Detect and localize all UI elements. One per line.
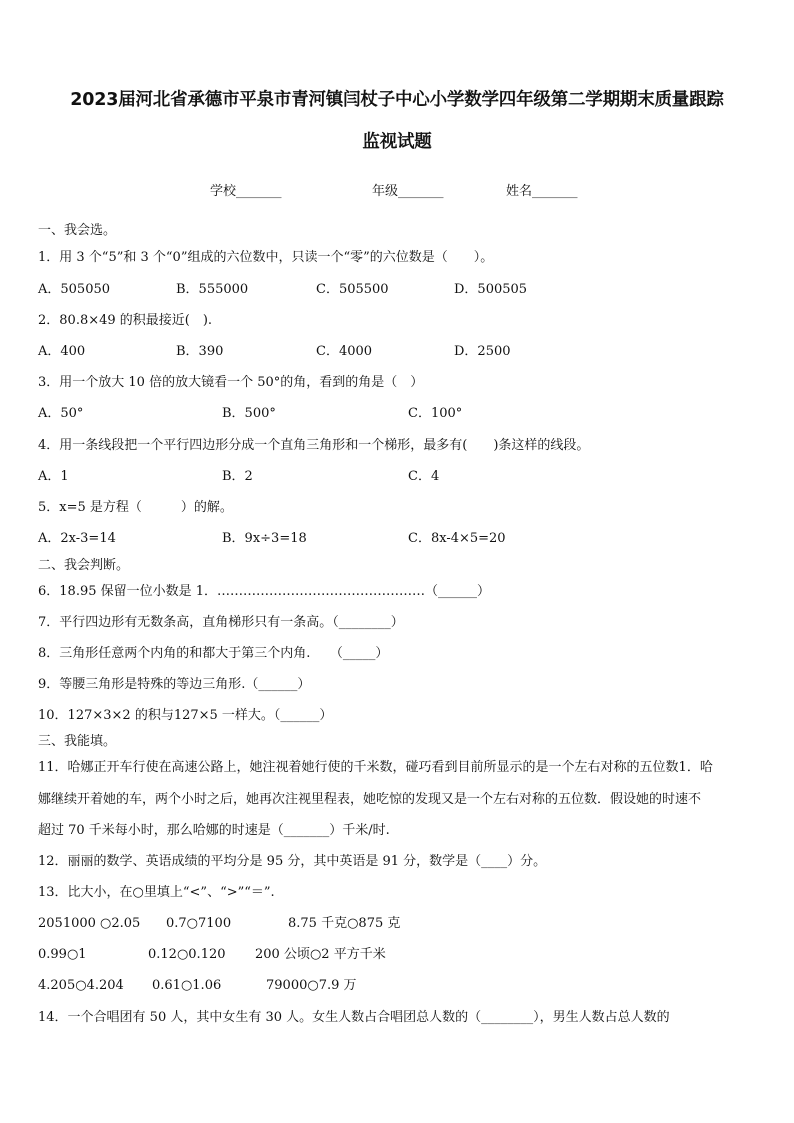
question-3: 3．用一个放大 10 倍的放大镜看一个 50°的角，看到的角是（ ） [38, 375, 424, 390]
question-6: 6．18.95 保留一位小数是 1．…………………………………………（______） [38, 584, 491, 599]
q5-option-b[interactable]: B．9x÷3=18 [222, 531, 307, 546]
q13-compare-9[interactable]: 79000○7.9 万 [266, 978, 357, 993]
question-11-line-3: 超过 70 千米每小时，那么哈娜的时速是（_______）千米/时. [38, 823, 390, 838]
q1-option-b[interactable]: B．555000 [176, 282, 249, 297]
q13-compare-4[interactable]: 0.99○1 [38, 947, 87, 962]
q1-option-d[interactable]: D．500505 [454, 282, 528, 297]
q13-compare-6[interactable]: 200 公顷○2 平方千米 [255, 947, 386, 962]
q4-option-a[interactable]: A．1 [38, 469, 69, 484]
school-field[interactable]: 学校_______ [210, 184, 282, 199]
q13-compare-8[interactable]: 0.61○1.06 [152, 978, 222, 993]
q3-option-c[interactable]: C．100° [408, 406, 463, 421]
q1-option-a[interactable]: A．505050 [38, 282, 111, 297]
section-heading-fill: 三、我能填。 [38, 734, 117, 749]
q13-compare-2[interactable]: 0.7○7100 [166, 916, 232, 931]
q2-option-c[interactable]: C．4000 [316, 344, 373, 359]
question-14: 14．一个合唱团有 50 人，其中女生有 30 人。女生人数占合唱团总人数的（________），男生人数占总人数的 [38, 1010, 670, 1025]
q1-option-c[interactable]: C．505500 [316, 282, 389, 297]
question-4: 4．用一条线段把一个平行四边形分成一个直角三角形和一个梯形，最多有( )条这样的线段。 [38, 438, 590, 453]
q3-option-a[interactable]: A．50° [38, 406, 84, 421]
name-field[interactable]: 姓名_______ [506, 184, 578, 199]
question-10: 10．127×3×2 的积与127×5 一样大。（______） [38, 708, 333, 723]
q13-compare-7[interactable]: 4.205○4.204 [38, 978, 124, 993]
question-11-line-1: 11．哈娜正开车行使在高速公路上，她注视着她行使的千米数，碰巧看到目前所显示的是一个左右对称的五位数1．哈 [38, 760, 713, 775]
q13-compare-1[interactable]: 2051000 ○2.05 [38, 916, 141, 931]
q5-option-a[interactable]: A．2x-3=14 [38, 531, 116, 546]
exam-title-line-1: 2023届河北省承德市平泉市青河镇闫杖子中心小学数学四年级第二学期期末质量跟踪 [70, 90, 724, 110]
q2-option-b[interactable]: B．390 [176, 344, 224, 359]
q2-option-d[interactable]: D．2500 [454, 344, 511, 359]
question-7: 7．平行四边形有无数条高，直角梯形只有一条高。（________） [38, 615, 404, 630]
q3-option-b[interactable]: B．500° [222, 406, 276, 421]
question-2: 2．80.8×49 的积最接近( ). [38, 313, 213, 328]
section-heading-judge: 二、我会判断。 [38, 558, 130, 573]
q5-option-c[interactable]: C．8x-4×5=20 [408, 531, 506, 546]
question-13: 13．比大小，在○里填上“<”、“>”“＝”. [38, 885, 275, 900]
q2-option-a[interactable]: A．400 [38, 344, 86, 359]
grade-field[interactable]: 年级_______ [372, 184, 444, 199]
section-heading-choose: 一、我会选。 [38, 223, 117, 238]
question-8: 8．三角形任意两个内角的和都大于第三个内角. （_____） [38, 646, 389, 661]
q13-compare-5[interactable]: 0.12○0.120 [148, 947, 226, 962]
q4-option-b[interactable]: B．2 [222, 469, 253, 484]
question-5: 5．x=5 是方程（ ）的解。 [38, 500, 233, 515]
question-1: 1．用 3 个“5”和 3 个“0”组成的六位数中，只读一个“零”的六位数是（ ）。 [38, 250, 494, 265]
exam-title-line-2: 监视试题 [362, 132, 432, 152]
q4-option-c[interactable]: C．4 [408, 469, 440, 484]
question-9: 9．等腰三角形是特殊的等边三角形.（______） [38, 677, 311, 692]
question-12: 12．丽丽的数学、英语成绩的平均分是 95 分，其中英语是 91 分，数学是（____）分。 [38, 854, 547, 869]
question-11-line-2: 娜继续开着她的车，两个小时之后，她再次注视里程表，她吃惊的发现又是一个左右对称的五位数．假设她的时速不 [38, 792, 702, 807]
q13-compare-3[interactable]: 8.75 千克○875 克 [288, 916, 401, 931]
